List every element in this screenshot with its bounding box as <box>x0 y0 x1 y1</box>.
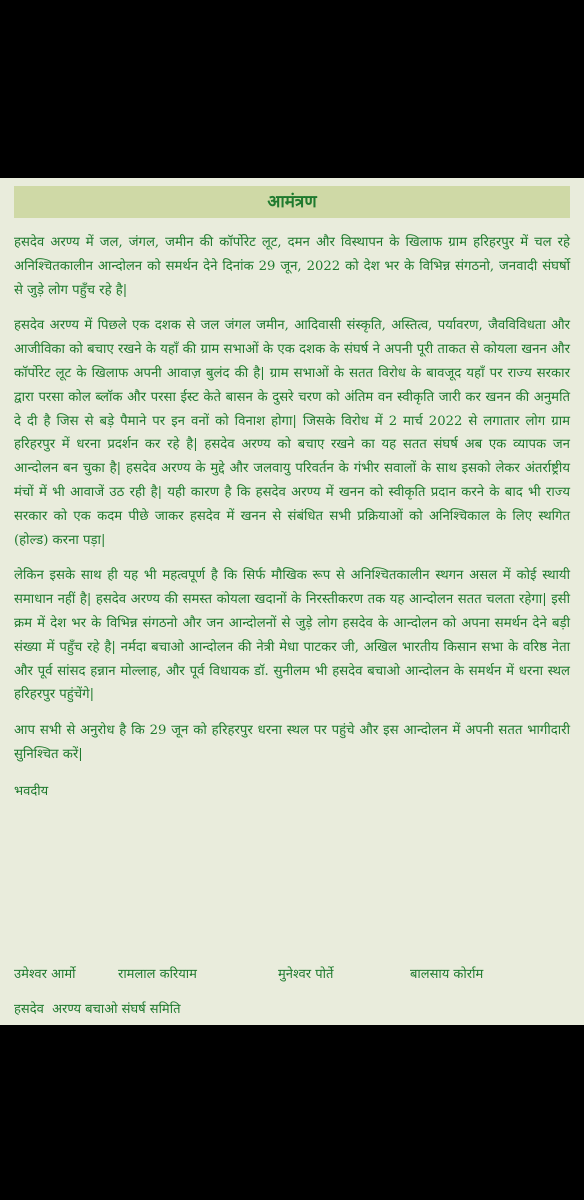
signatory-name: उमेश्वर आर्मो <box>14 967 76 982</box>
signatory-name: रामलाल करियाम <box>118 967 197 982</box>
signatory-name: मुनेश्वर पोर्ते <box>278 967 334 982</box>
paragraph-1: हसदेव अरण्य में जल, जंगल, जमीन की कॉर्पोरेट लूट, दमन और विस्थापन के खिलाफ ग्राम हरिहरपुर में चल रहे अनिश्चितकालीन आन्दोलन को समर्थन देने दिनांक 29 जून, 2022 को देश भर के विभिन्न संगठनो, जनवादी संघर्षो से जुड़े लोग पहुँच रहे है| <box>14 235 570 298</box>
document-page <box>0 178 584 1025</box>
organization-name: हसदेव अरण्य बचाओ संघर्ष समिति <box>14 1002 181 1017</box>
document-title: आमंत्रण <box>14 186 570 218</box>
closing-salutation: भवदीय <box>14 783 49 799</box>
signatory-name: बालसाय कोर्राम <box>410 967 484 982</box>
paragraph-3: लेकिन इसके साथ ही यह भी महत्वपूर्ण है कि सिर्फ मौखिक रूप से अनिश्चितकालीन स्थगन असल में कोई स्थायी समाधान नहीं है| हसदेव अरण्य की समस्त कोयला खदानों के निरस्तीकरण तक यह आन्दोलन सतत चलता रहेगा| इसी क्रम में देश भर के विभिन्न संगठनो और जन आन्दोलनों से जुड़े लोग हसदेव के आन्दोलन को अपना समर्थन देने बड़ी संख्या में पहुँच रहे है| नर्मदा बचाओ आन्दोलन की नेत्री मेधा पाटकर जी, अखिल भारतीय किसान सभा के वरिष्ठ नेता और पूर्व सांसद हन्नान मोल्लाह, और पूर्व विधायक डॉ. सुनीलम भी हसदेव बचाओ आन्दोलन के समर्थन में धरना स्थल हरिहरपुर पहुंचेंगे| <box>14 568 570 703</box>
signatories <box>14 964 570 984</box>
paragraph-4: आप सभी से अनुरोध है कि 29 जून को हरिहरपुर धरना स्थल पर पहुंचे और इस आन्दोलन में अपनी सतत भागीदारी सुनिश्चित करें| <box>14 723 570 762</box>
paragraph-2: हसदेव अरण्य में पिछले एक दशक से जल जंगल जमीन, आदिवासी संस्कृति, अस्तित्व, पर्यावरण, जैवविविधता और आजीविका को बचाए रखने के यहाँ की ग्राम सभाओं के एक दशक के संघर्ष ने अपनी पूरी ताकत से कोयला खनन और कॉर्पोरेट लूट के खिलाफ अपनी आवाज़ बुलंद की है| ग्राम सभाओं के सतत विरोध के बावजूद यहाँ पर राज्य सरकार द्वारा परसा कोल ब्लॉक और परसा ईस्ट केते बासन के दुसरे चरण को अंतिम वन स्वीकृति जारी कर खनन की अनुमति दे दी है जिस से बड़े पैमाने पर इन वनों को विनाश होगा| जिसके विरोध में 2 मार्च 2022 से लगातार लोग ग्राम हरिहरपुर में धरना प्रदर्शन कर रहे है| हसदेव अरण्य को बचाए रखने का यह सतत संघर्ष अब एक व्यापक जन आन्दोलन बन चुका है| हसदेव अरण्य के मुद्दे और जलवायु परिवर्तन के गंभीर सवालों के साथ इसको लेकर अंतर्राष्ट्रीय मंचों में भी आवाजें उठ रही है| यही कारण है कि हसदेव अरण्य में खनन को स्वीकृति प्रदान करने के बाद भी राज्य सरकार को एक कदम पीछे जाकर हसदेव में खनन से संबंधित सभी प्रक्रियाओं को अनिश्चिकाल के लिए स्थगित (होल्ड) करना पड़ा| <box>14 318 570 548</box>
letter-body <box>14 231 570 799</box>
